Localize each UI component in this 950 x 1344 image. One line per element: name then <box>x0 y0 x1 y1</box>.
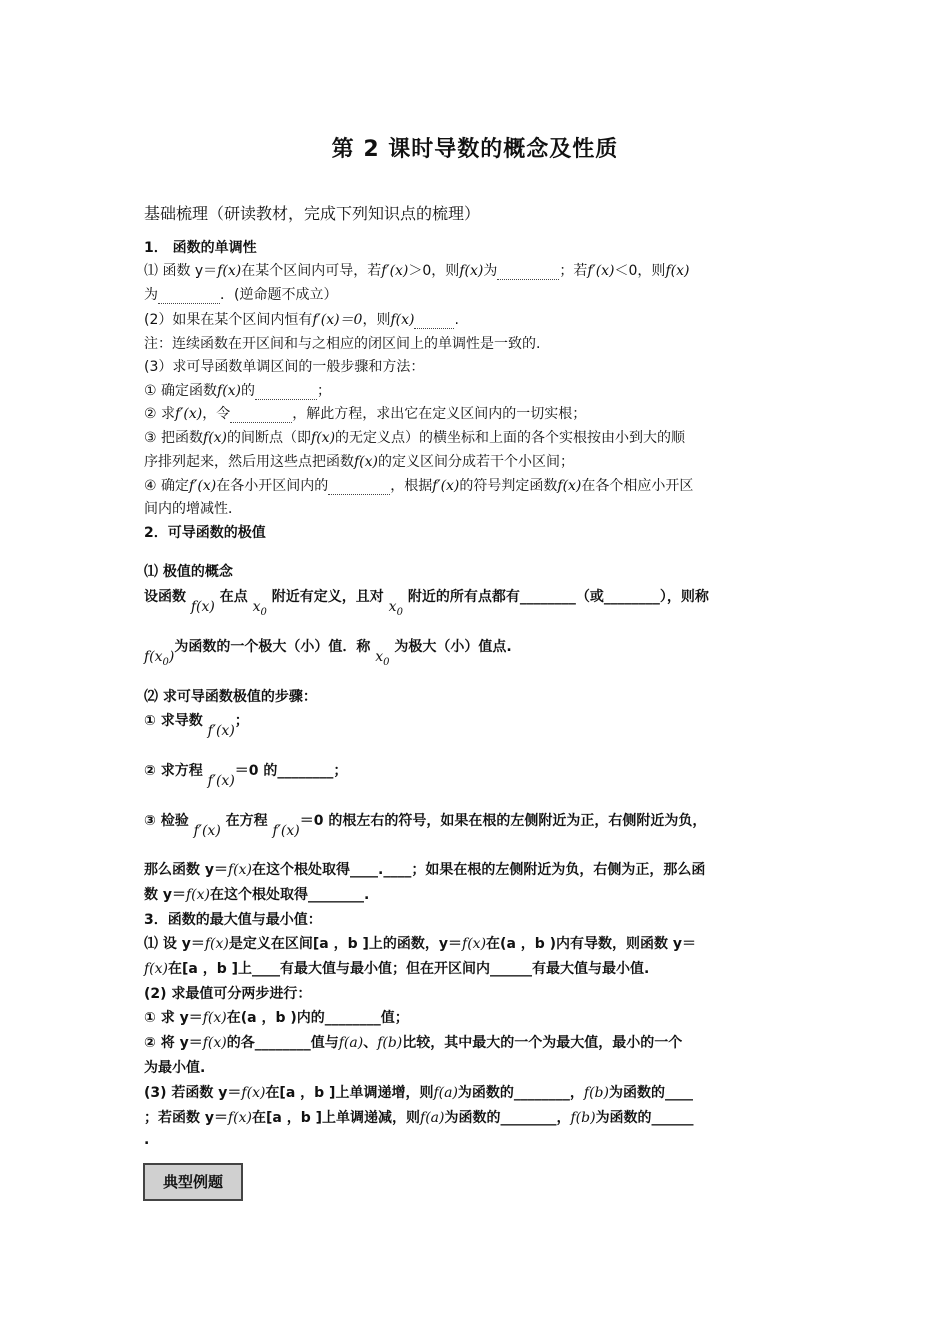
section-3-heading: 3．函数的最大值与最小值： <box>144 912 322 928</box>
intro-heading: 基础梳理（研读教材，完成下列知识点的梳理） <box>144 204 481 223</box>
section-1-heading: 1． 函数的单调性 <box>144 240 257 256</box>
s1-step-3: ③ 把函数f(x)的间断点（即f(x)的无定义点）的横坐标和上面的各个实根按由小到大的顺 <box>144 430 686 446</box>
s2-definition: 设函数 f(x) 在点 $x_0$ 附近有定义，且对 $x_0$ 附近的所有点都有________（或________），则称 <box>144 589 709 618</box>
s3-step-2: ② 将 y＝f(x)的各________值与f(a)、f(b)比较，其中最大的一个为最大值，最小的一个 <box>144 1035 683 1051</box>
s2-step-1: ① 求导数 f′(x)； <box>144 713 249 739</box>
s3-step-2b: 为最小值. <box>144 1060 206 1076</box>
s2-step-3: ③ 检验 f′(x) 在方程 f′(x)＝0 的根左右的符号，如果在根的左侧附近为正，右侧附近为负， <box>144 813 707 839</box>
typical-examples-label: 典型例题 <box>143 1163 243 1201</box>
s3-item-1: ⑴ 设 y＝f(x)是定义在区间[a ，b ]上的函数，y＝f(x)在(a ，b )内有导数，则函数 y＝ <box>144 936 697 952</box>
s3-step-1: ① 求 y＝f(x)在(a ，b )内的________值； <box>144 1010 409 1026</box>
s1-step-2: ② 求f′(x)，令 ，解此方程，求出它在定义区间内的一切实根； <box>144 406 587 422</box>
s3-item-3b: ；若函数 y＝f(x)在[a ，b ]上单调递减，则f(a)为函数的________，f(b)为函数的______ <box>144 1110 694 1126</box>
page-title: 第 2 课时导数的概念及性质 <box>331 137 619 162</box>
s2-step-2: ② 求方程 f′(x)＝0 的________； <box>144 763 348 789</box>
s3-item-3: (3) 若函数 y＝f(x)在[a ，b ]上单调递增，则f(a)为函数的________，f(b)为函数的____ <box>144 1085 693 1101</box>
s3-item-2-heading: (2) 求最值可分两步进行： <box>144 986 312 1002</box>
s1-rule-2: (2）如果在某个区间内恒有f′(x)＝0，则f(x) . <box>144 312 459 328</box>
s1-step-4b: 间内的增减性． <box>144 501 242 517</box>
s2-definition-b: $f(x_0)$为函数的一个极大（小）值．称 $x_0$ 为极大（小）值点. <box>144 639 512 668</box>
s1-note: 注：连续函数在开区间和与之相应的闭区间上的单调性是一致的. <box>144 336 541 352</box>
s2-concept-heading: ⑴ 极值的概念 <box>144 564 233 580</box>
s1-rule-1: ⑴ 函数 y＝f(x)在某个区间内可导，若f′(x)＞0，则f(x)为 ；若f′(x)＜0，则f(x) <box>144 263 690 279</box>
s3-item-3c: . <box>144 1132 150 1148</box>
s2-step-3c: 数 y＝f(x)在这个根处取得________. <box>144 887 370 903</box>
section-2-heading: 2．可导函数的极值 <box>144 525 266 541</box>
s2-steps-heading: ⑵ 求可导函数极值的步骤： <box>144 689 317 705</box>
s2-step-3b: 那么函数 y＝f(x)在这个根处取得____.____；如果在根的左侧附近为负，右侧为正，那么函 <box>144 862 706 878</box>
s1-steps-heading: (3）求可导函数单调区间的一般步骤和方法： <box>144 359 425 375</box>
s1-step-3b: 序排列起来，然后用这些点把函数f(x)的定义区间分成若干个小区间； <box>144 454 575 470</box>
s1-rule-1b: 为 ．(逆命题不成立） <box>144 287 338 303</box>
s1-step-4: ④ 确定f′(x)在各小开区间内的 ，根据f′(x)的符号判定函数f(x)在各个相应小开区 <box>144 478 694 494</box>
s3-item-1b: f(x)在[a ，b ]上____有最大值与最小值；但在开区间内______有最大值与最小值. <box>144 961 650 977</box>
s1-step-1: ① 确定函数f(x)的 ； <box>144 383 332 399</box>
